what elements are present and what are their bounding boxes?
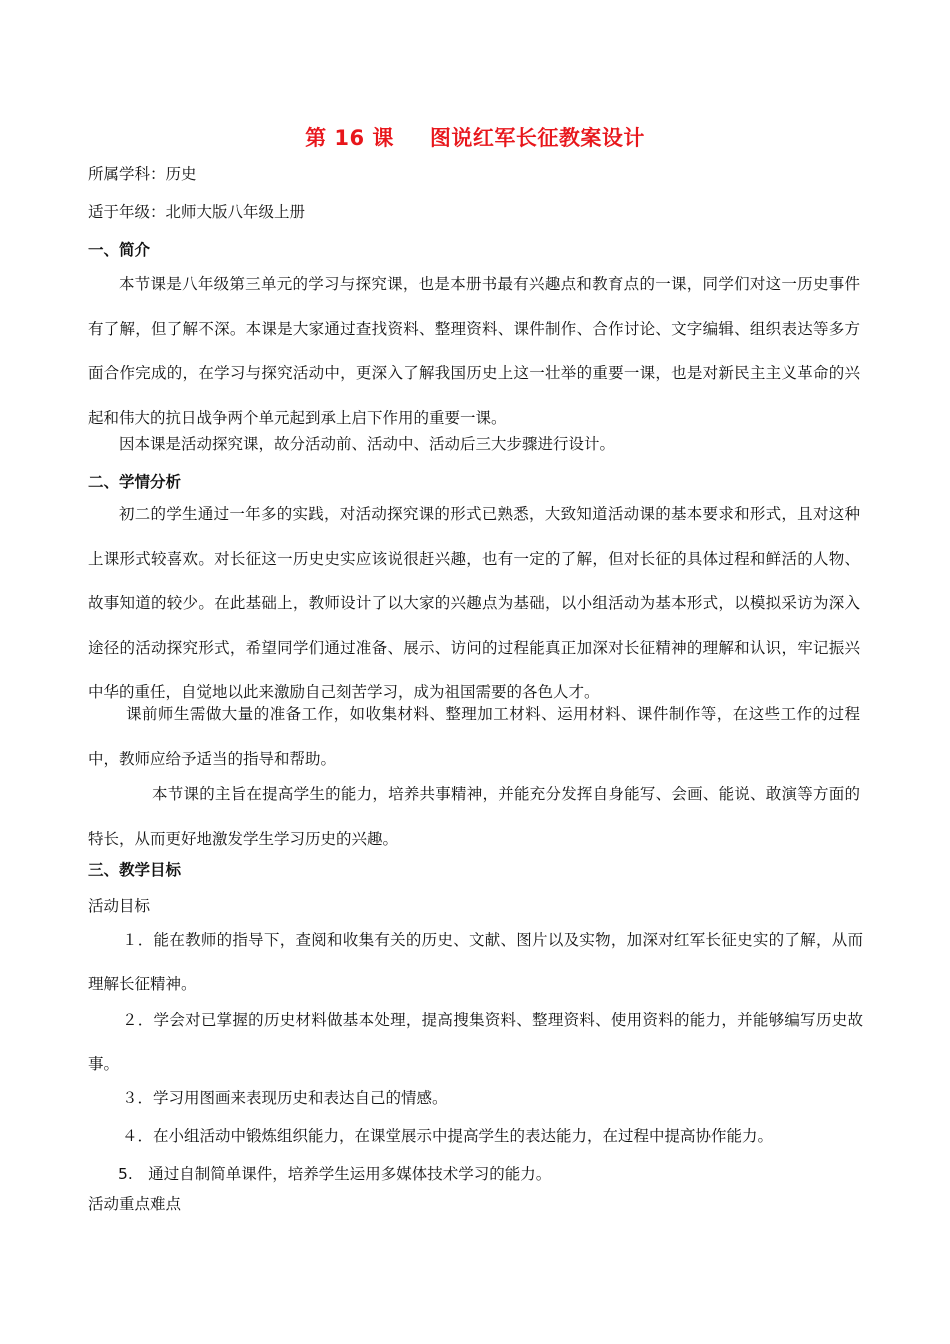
goal-item-5: 5. 通过自制简单课件，培养学生运用多媒体技术学习的能力。 (118, 1165, 552, 1183)
subject-line: 所属学科：历史 (88, 165, 197, 183)
goals-subheading-activity: 活动目标 (88, 897, 151, 915)
grade-line: 适于年级：北师大版八年级上册 (88, 203, 306, 221)
goals-subheading-focus: 活动重点难点 (88, 1195, 182, 1213)
analysis-paragraph-2: 课前师生需做大量的准备工作，如收集材料、整理加工材料、运用材料、课件制作等，在这些工作的过程中，教师应给予适当的指导和帮助。 (88, 705, 860, 768)
lesson-name: 图说红军长征教案设计 (429, 126, 645, 150)
goal-item-2: ２．学会对已掌握的历史材料做基本处理，提高搜集资料、整理资料、使用资料的能力，并能够编写历史故事。 (88, 1011, 863, 1073)
goal-item-1: １．能在教师的指导下，查阅和收集有关的历史、文献、图片以及实物，加深对红军长征史实的了解，从而理解长征精神。 (88, 931, 863, 993)
analysis-paragraph-3: 本节课的主旨在提高学生的能力，培养共事精神，并能充分发挥自身能写、会画、能说、敢演等方面的特长，从而更好地激发学生学习历史的兴趣。 (88, 785, 860, 848)
section-heading-analysis: 二、学情分析 (88, 473, 182, 491)
section-heading-goals: 三、教学目标 (88, 861, 182, 879)
lesson-number: 第 16 课 (305, 126, 394, 150)
goal-item-4: ４．在小组活动中锻炼组织能力，在课堂展示中提高学生的表达能力，在过程中提高协作能力。 (122, 1127, 774, 1145)
analysis-paragraph-1: 初二的学生通过一年多的实践，对活动探究课的形式已熟悉，大致知道活动课的基本要求和形式，且对这种上课形式较喜欢。对长征这一历史史实应该说很赶兴趣，也有一定的了解，但对长征的具体过程和鲜活的人物、故事知道的较少。在此基础上，教师设计了以大家的兴趣点为基础，以小组活动为基本形式，以模拟采访为深入途径的活动探究形式，希望同学们通过准备、展示、访问的过程能真正加深对长征精神的理解和认识，牢记振兴中华的重任，自觉地以此来激励自己刻苦学习，成为祖国需要的各色人才。 (88, 505, 860, 701)
section-heading-intro: 一、简介 (88, 241, 151, 259)
intro-paragraph-2: 因本课是活动探究课，故分活动前、活动中、活动后三大步骤进行设计。 (119, 435, 616, 453)
goal-item-3: ３．学习用图画来表现历史和表达自己的情感。 (122, 1089, 448, 1107)
intro-paragraph-1: 本节课是八年级第三单元的学习与探究课，也是本册书最有兴趣点和教育点的一课，同学们对这一历史事件有了解，但了解不深。本课是大家通过查找资料、整理资料、课件制作、合作讨论、文字编辑、组织表达等多方面合作完成的，在学习与探究活动中，更深入了解我国历史上这一壮举的重要一课，也是对新民主主义革命的兴起和伟大的抗日战争两个单元起到承上启下作用的重要一课。 (88, 275, 860, 427)
page-title (0, 122, 950, 152)
